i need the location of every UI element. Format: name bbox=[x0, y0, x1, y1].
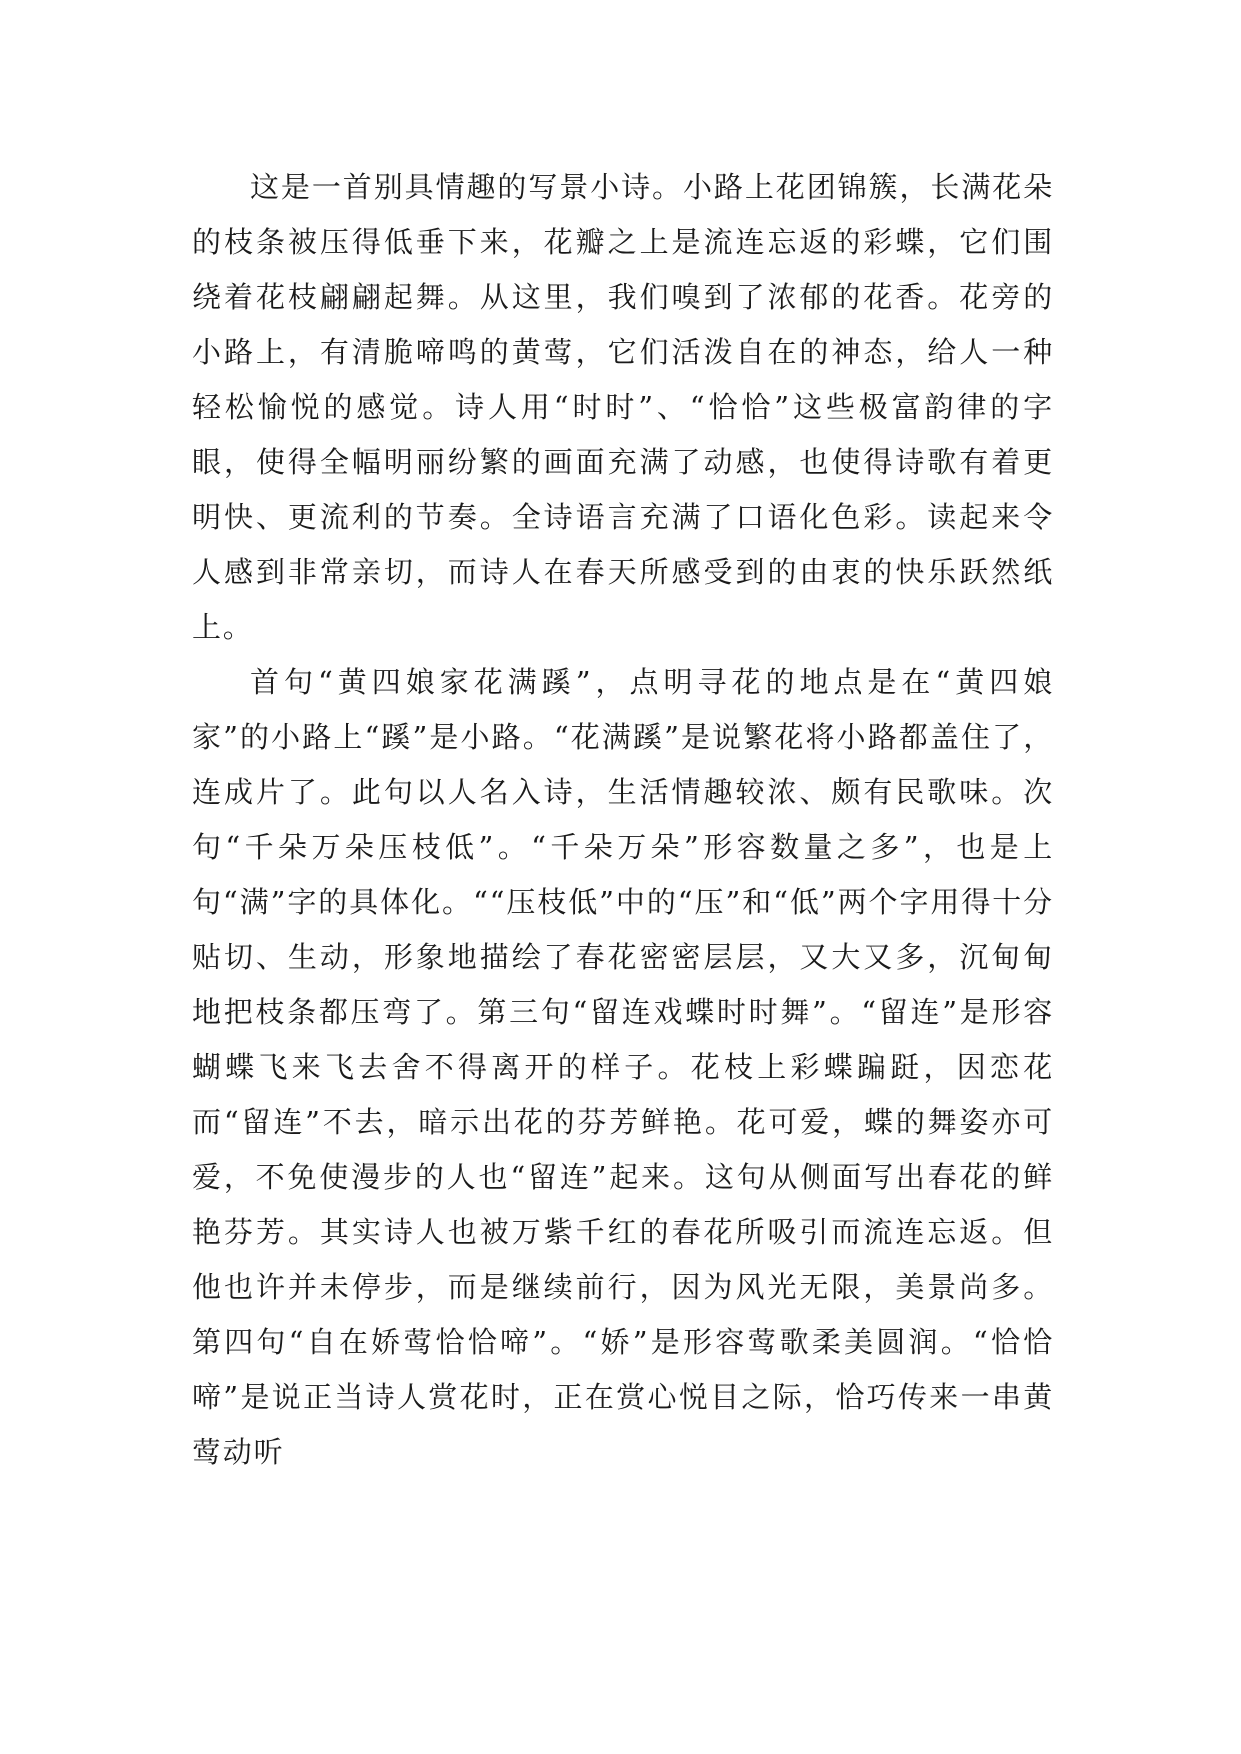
paragraph-line-analysis: 首句“黄四娘家花满蹊”，点明寻花的地点是在“黄四娘家”的小路上“蹊”是小路。“花满蹊”是说繁花将小路都盖住了，连成片了。此句以人名入诗，生活情趣较浓、颇有民歌味。次句“千朵万朵压枝低”。“千朵万朵”形容数量之多”，也是上句“满”字的具体化。““压枝低”中的“压”和“低”两个字用得十分贴切、生动，形象地描绘了春花密密层层，又大又多，沉甸甸地把枝条都压弯了。第三句“留连戏蝶时时舞”。“留连”是形容蝴蝶飞来飞去舍不得离开的样子。花枝上彩蝶蹁跹，因恋花而“留连”不去，暗示出花的芬芳鲜艳。花可爱，蝶的舞姿亦可爱，不免使漫步的人也“留连”起来。这句从侧面写出春花的鲜艳芬芳。其实诗人也被万紫千红的春花所吸引而流连忘返。但他也许并未停步，而是继续前行，因为风光无限，美景尚多。第四句“自在娇莺恰恰啼”。“娇”是形容莺歌柔美圆润。“恰恰啼”是说正当诗人赏花时，正在赏心悦目之际，恰巧传来一串黄莺动听 bbox=[192, 665, 1054, 1469]
paragraph-poem-appreciation: 这是一首别具情趣的写景小诗。小路上花团锦簇，长满花朵的枝条被压得低垂下来，花瓣之上是流连忘返的彩蝶，它们围绕着花枝翩翩起舞。从这里，我们嗅到了浓郁的花香。花旁的小路上，有清脆啼鸣的黄莺，它们活泼自在的神态，给人一种轻松愉悦的感觉。诗人用“时时”、“恰恰”这些极富韵律的字眼，使得全幅明丽纷繁的画面充满了动感，也使得诗歌有着更明快、更流利的节奏。全诗语言充满了口语化色彩。读起来令人感到非常亲切，而诗人在春天所感受到的由衷的快乐跃然纸上。 bbox=[192, 170, 1054, 644]
document-body bbox=[192, 160, 1054, 1480]
